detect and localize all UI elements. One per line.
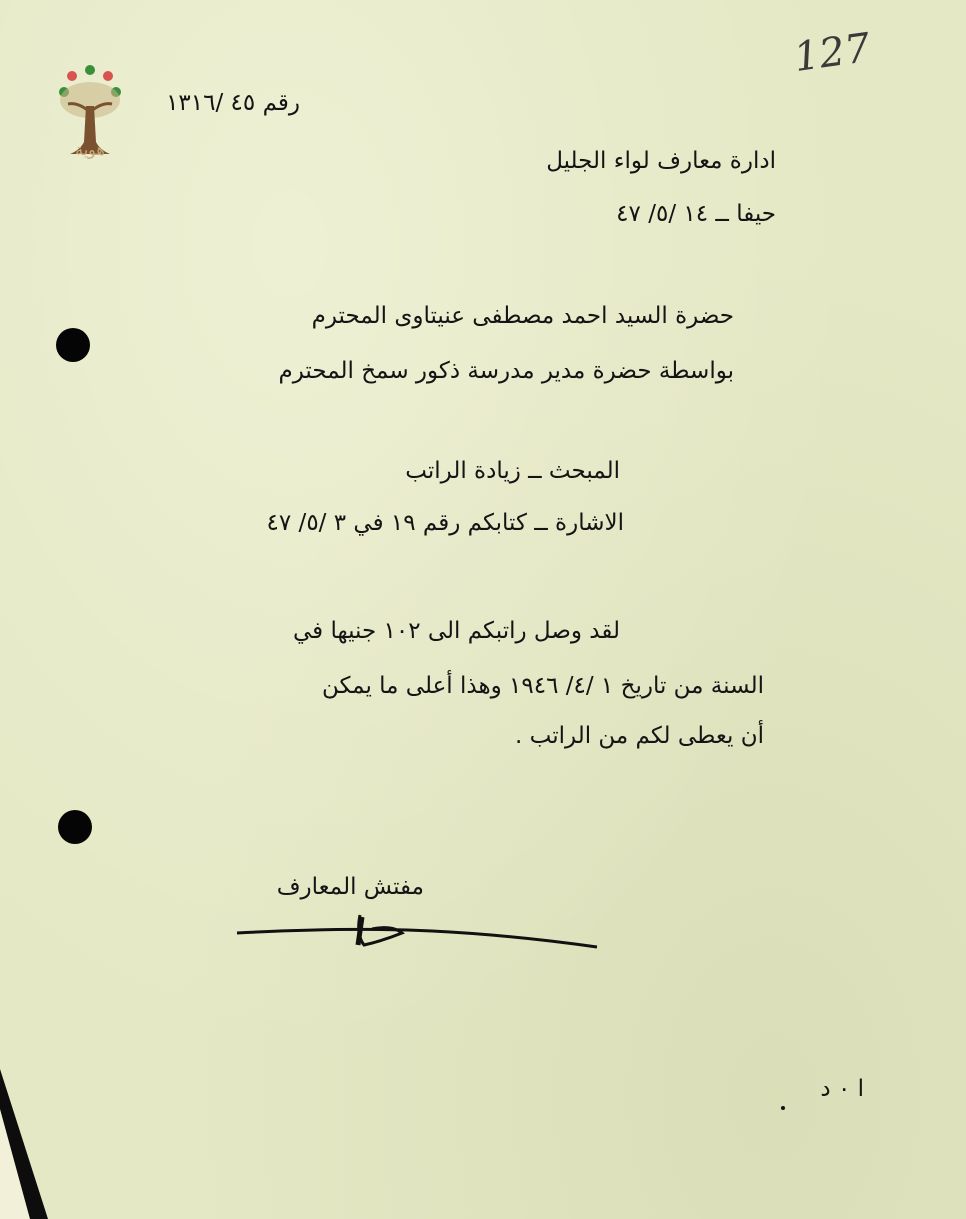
recipient-line-1: حضرة السيد احمد مصطفى عنيتاوى المحترم [311, 303, 734, 329]
logo-caption: هوية [75, 140, 105, 159]
folded-corner-highlight [0, 1109, 30, 1219]
body-line-2: السنة من تاريخ ١ /٤/ ١٩٤٦ وهذا أعلى ما يمكن [321, 673, 764, 699]
body-line-3: أن يعطى لكم من الراتب . [515, 723, 764, 749]
punch-hole-top [56, 328, 90, 362]
subject-line: المبحث ــ زيادة الراتب [405, 458, 620, 484]
reference-line: الاشارة ــ كتابكم رقم ١٩ في ٣ /٥/ ٤٧ [266, 510, 624, 536]
recipient-line-2: بواسطة حضرة مدير مدرسة ذكور سمخ المحترم [278, 358, 734, 384]
tree-logo-icon [50, 32, 130, 202]
page-number: 127 [790, 24, 873, 82]
reference-number: رقم ٤٥ /١٣١٦ [166, 90, 300, 116]
ink-dot [781, 1106, 785, 1110]
sender-office: ادارة معارف لواء الجليل [546, 148, 776, 174]
body-line-1: لقد وصل راتبكم الى ١٠٢ جنيها في [293, 618, 620, 644]
signature [232, 905, 602, 965]
place-date: حيفا ــ ١٤ /٥/ ٤٧ [616, 201, 776, 227]
punch-hole-bottom [58, 810, 92, 844]
initials: ا ٠ د [820, 1076, 864, 1102]
signatory-title: مفتش المعارف [276, 874, 424, 900]
